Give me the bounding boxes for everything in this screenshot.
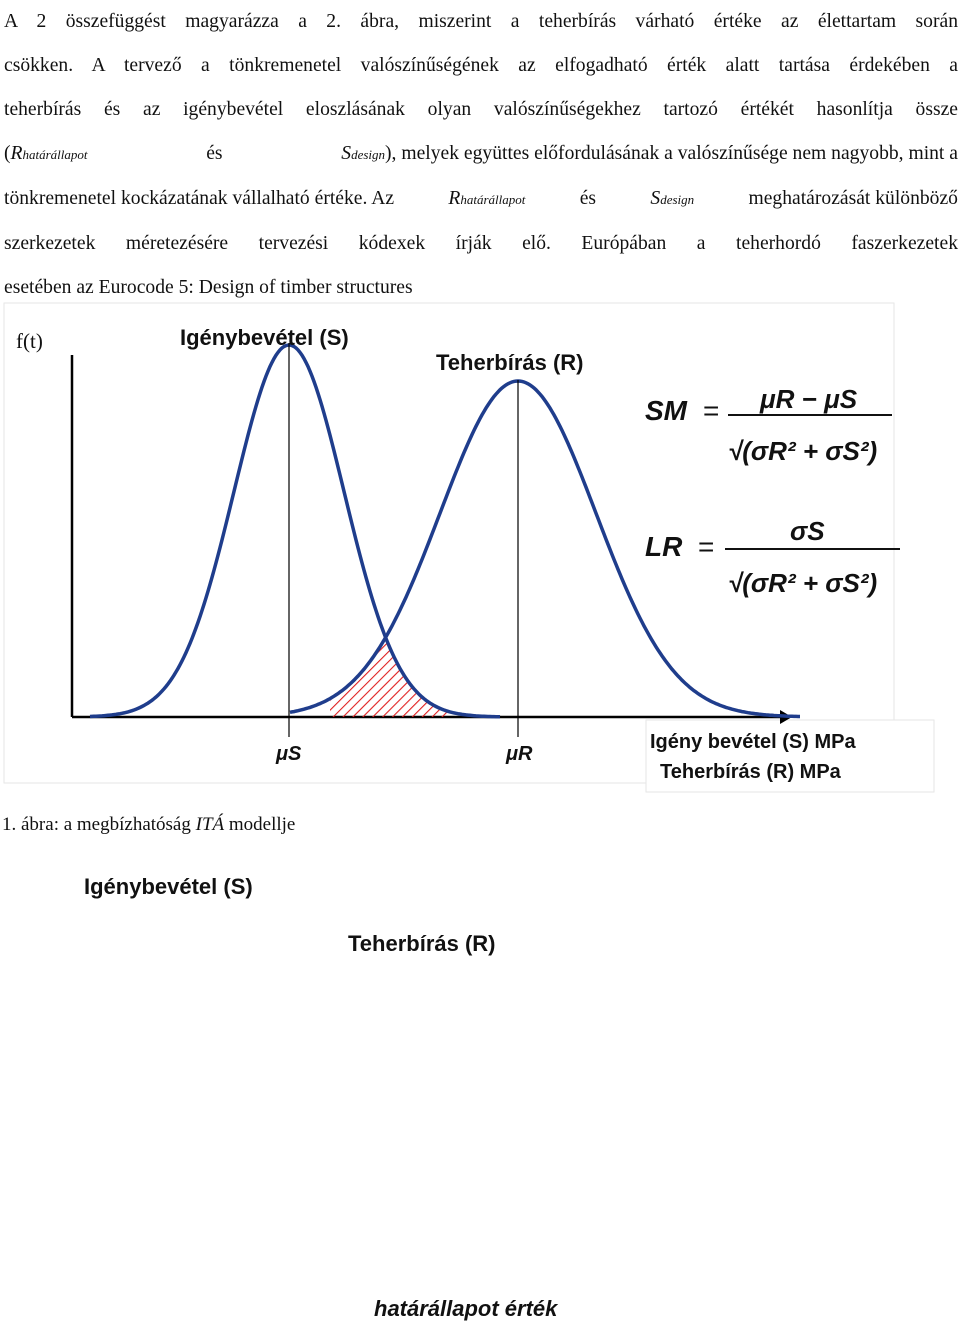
caption-suffix: modellje [228,814,296,835]
label-hatarallapot: határállapot érték [374,1296,558,1321]
lr-lhs: LR [645,531,683,562]
symbol-s: S [650,188,661,209]
figure-caption [2,814,295,836]
paragraph-line: esetében az Eurocode 5: Design of timber structures [4,277,413,298]
paragraph-line [4,177,958,222]
paragraph-line: teherbírás és az igénybevétel eloszlásának olyan valószínűségekhez tartozó értékét hasonlítja össze [4,99,958,120]
lr-denominator: √(σR² + σS²) [728,568,878,598]
lr-equals: = [698,531,715,562]
paragraph-line: csökken. A tervező a tönkremenetel valószínűségének az elfogadható érték alatt tartása érdekében a [4,55,958,76]
symbol-s: S [341,143,352,164]
paren: ( [4,143,11,164]
symbol-r: R [10,143,23,164]
paragraph-line: A 2 összefüggést magyarázza a 2. ábra, miszerint a teherbírás várható értéke az élettartam során [4,11,958,32]
paragraph-line: szerkezetek méretezésére tervezési kódexek írják elő. Európában a teherhordó faszerkezetek [4,233,958,254]
paragraph-line-rest: ), melyek együttes előfordulásának a valószínűsége nem nagyobb, mint a [385,143,958,164]
reliability-figure [0,300,960,800]
caption-italic: ITÁ [195,814,225,835]
body-paragraph [4,0,958,310]
lr-numerator: σS [790,516,825,546]
word-es: és [579,188,597,209]
mu-r-label: μR [506,743,533,765]
resistance-title: Teherbírás (R) [436,350,584,375]
paragraph-line [4,132,958,177]
subscript-hatarallapot: határállapot [22,147,88,162]
sm-equals: = [703,395,720,426]
sm-numerator: μR − μS [760,384,858,414]
paragraph-line-end: meghatározását különböző [748,188,958,209]
y-axis-label: f(t) [16,329,43,353]
caption-prefix: 1. ábra: a megbízhatóság [2,814,191,835]
sm-denominator: √(σR² + σS²) [728,436,878,466]
mu-s-label: μS [276,743,302,765]
symbol-r: R [448,188,461,209]
load-title: Igénybevétel (S) [180,325,349,350]
word-es: és [206,143,223,164]
subscript-hatarallapot: határállapot [460,192,526,207]
label-teherbiras: Teherbírás (R) [348,931,496,956]
x-axis-label-load: Igény bevétel (S) MPa [650,731,856,753]
x-axis-label-resistance: Teherbírás (R) MPa [660,761,841,783]
subscript-design: design [351,147,386,162]
label-igenybevetel: Igénybevétel (S) [84,874,253,899]
subscript-design: design [660,192,695,207]
paragraph-line-start: tönkremenetel kockázatának vállalható értéke. Az [4,188,395,209]
sm-lhs: SM [645,395,687,426]
